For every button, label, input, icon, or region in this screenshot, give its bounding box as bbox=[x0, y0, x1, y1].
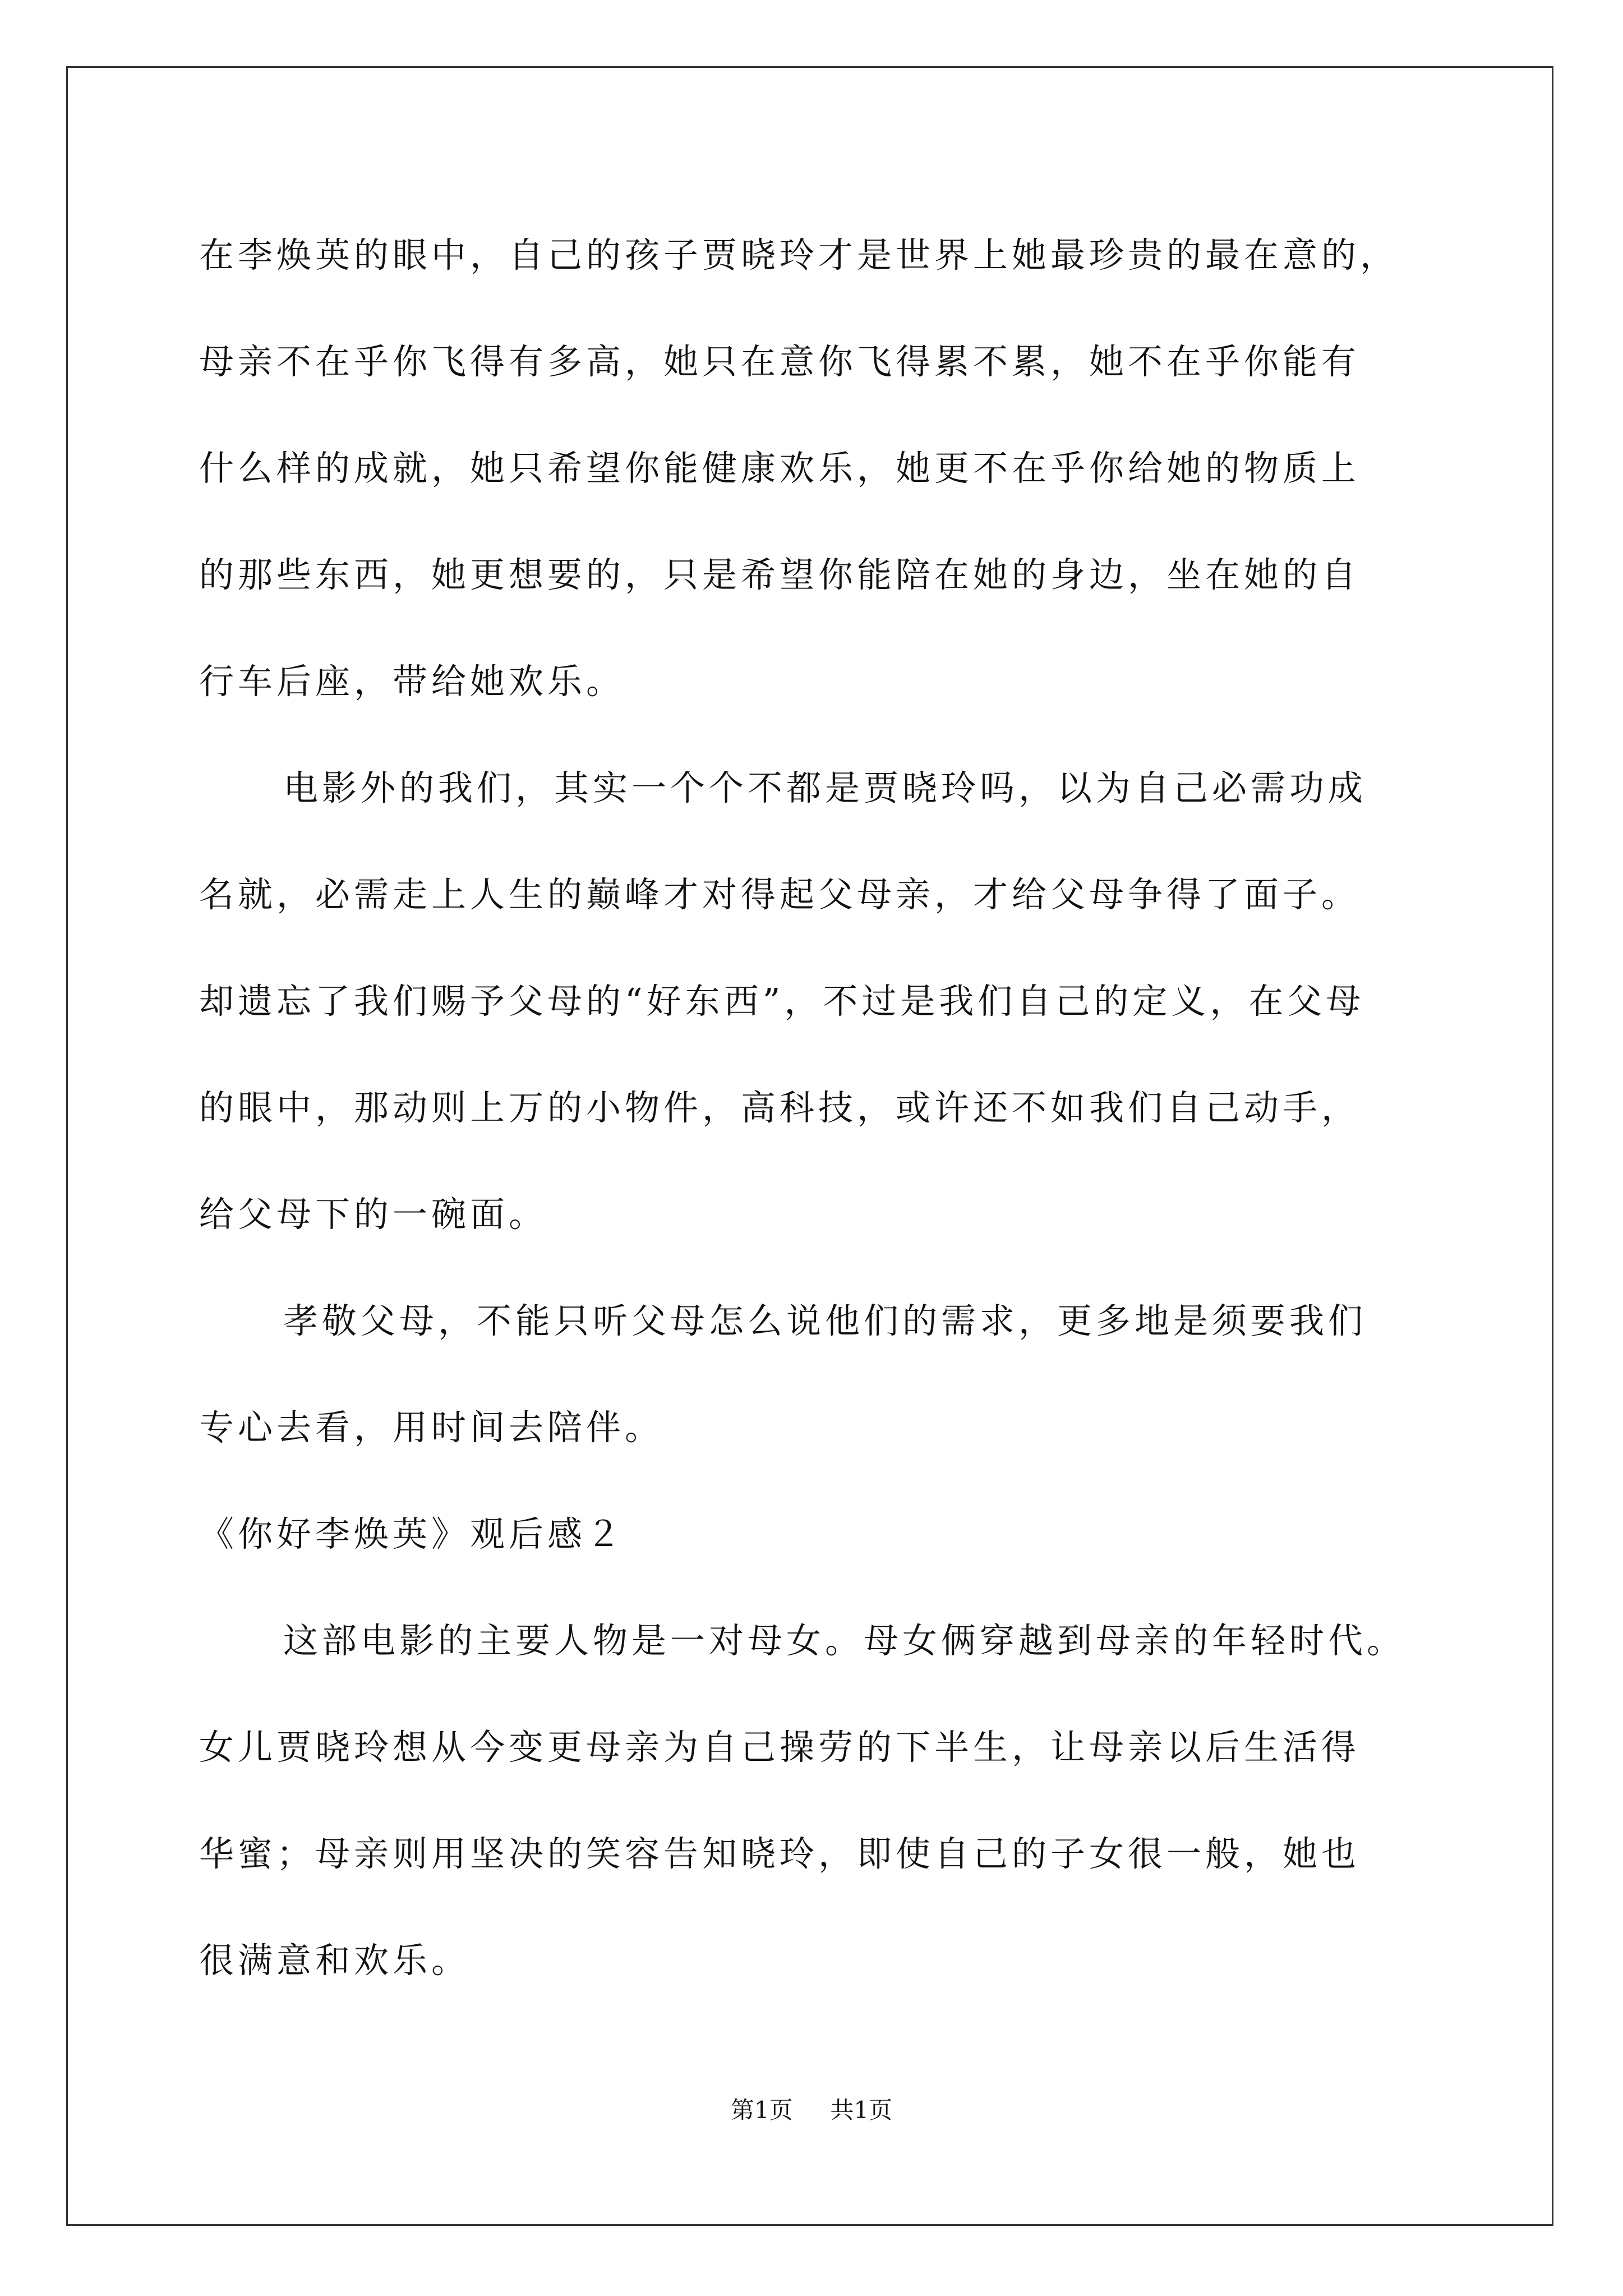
text-line: 给父母下的一碗面。 bbox=[199, 1194, 548, 1235]
page-border bbox=[66, 66, 1553, 2226]
text-line: 女儿贾晓玲想从今变更母亲为自己操劳的下半生，让母亲以后生活得 bbox=[199, 1727, 1361, 1768]
text-line: 华蜜；母亲则用坚决的笑容告知晓玲，即使自己的子女很一般，她也 bbox=[199, 1833, 1361, 1874]
page-number: 第1页 bbox=[730, 2096, 793, 2124]
text-line: 行车后座，带给她欢乐。 bbox=[199, 661, 625, 702]
section-heading: 《你好李焕英》观后感２ bbox=[199, 1513, 625, 1554]
text-line: 的眼中，那动则上万的小物件，高科技，或许还不如我们自己动手， bbox=[199, 1087, 1361, 1128]
text-line: 在李焕英的眼中，自己的孩子贾晓玲才是世界上她最珍贵的最在意的， bbox=[199, 234, 1399, 275]
text-line: 却遗忘了我们赐予父母的“好东西”，不过是我们自己的定义，在父母 bbox=[199, 981, 1365, 1022]
text-line: 这部电影的主要人物是一对母女。母女俩穿越到母亲的年轻时代。 bbox=[283, 1620, 1406, 1661]
text-line: 母亲不在乎你飞得有多高，她只在意你飞得累不累，她不在乎你能有 bbox=[199, 341, 1361, 382]
text-line: 什么样的成就，她只希望你能健康欢乐，她更不在乎你给她的物质上 bbox=[199, 448, 1361, 489]
text-line: 电影外的我们，其实一个个不都是贾晓玲吗，以为自己必需功成 bbox=[283, 767, 1367, 808]
page-total: 共1页 bbox=[830, 2096, 893, 2124]
text-line: 的那些东西，她更想要的，只是希望你能陪在她的身边，坐在她的自 bbox=[199, 554, 1361, 595]
text-line: 孝敬父母，不能只听父母怎么说他们的需求，更多地是须要我们 bbox=[283, 1300, 1367, 1341]
text-line: 名就，必需走上人生的巅峰才对得起父母亲，才给父母争得了面子。 bbox=[199, 874, 1361, 915]
text-line: 很满意和欢乐。 bbox=[199, 1940, 471, 1981]
page-footer bbox=[0, 2095, 1623, 2125]
text-line: 专心去看，用时间去陪伴。 bbox=[199, 1407, 664, 1448]
